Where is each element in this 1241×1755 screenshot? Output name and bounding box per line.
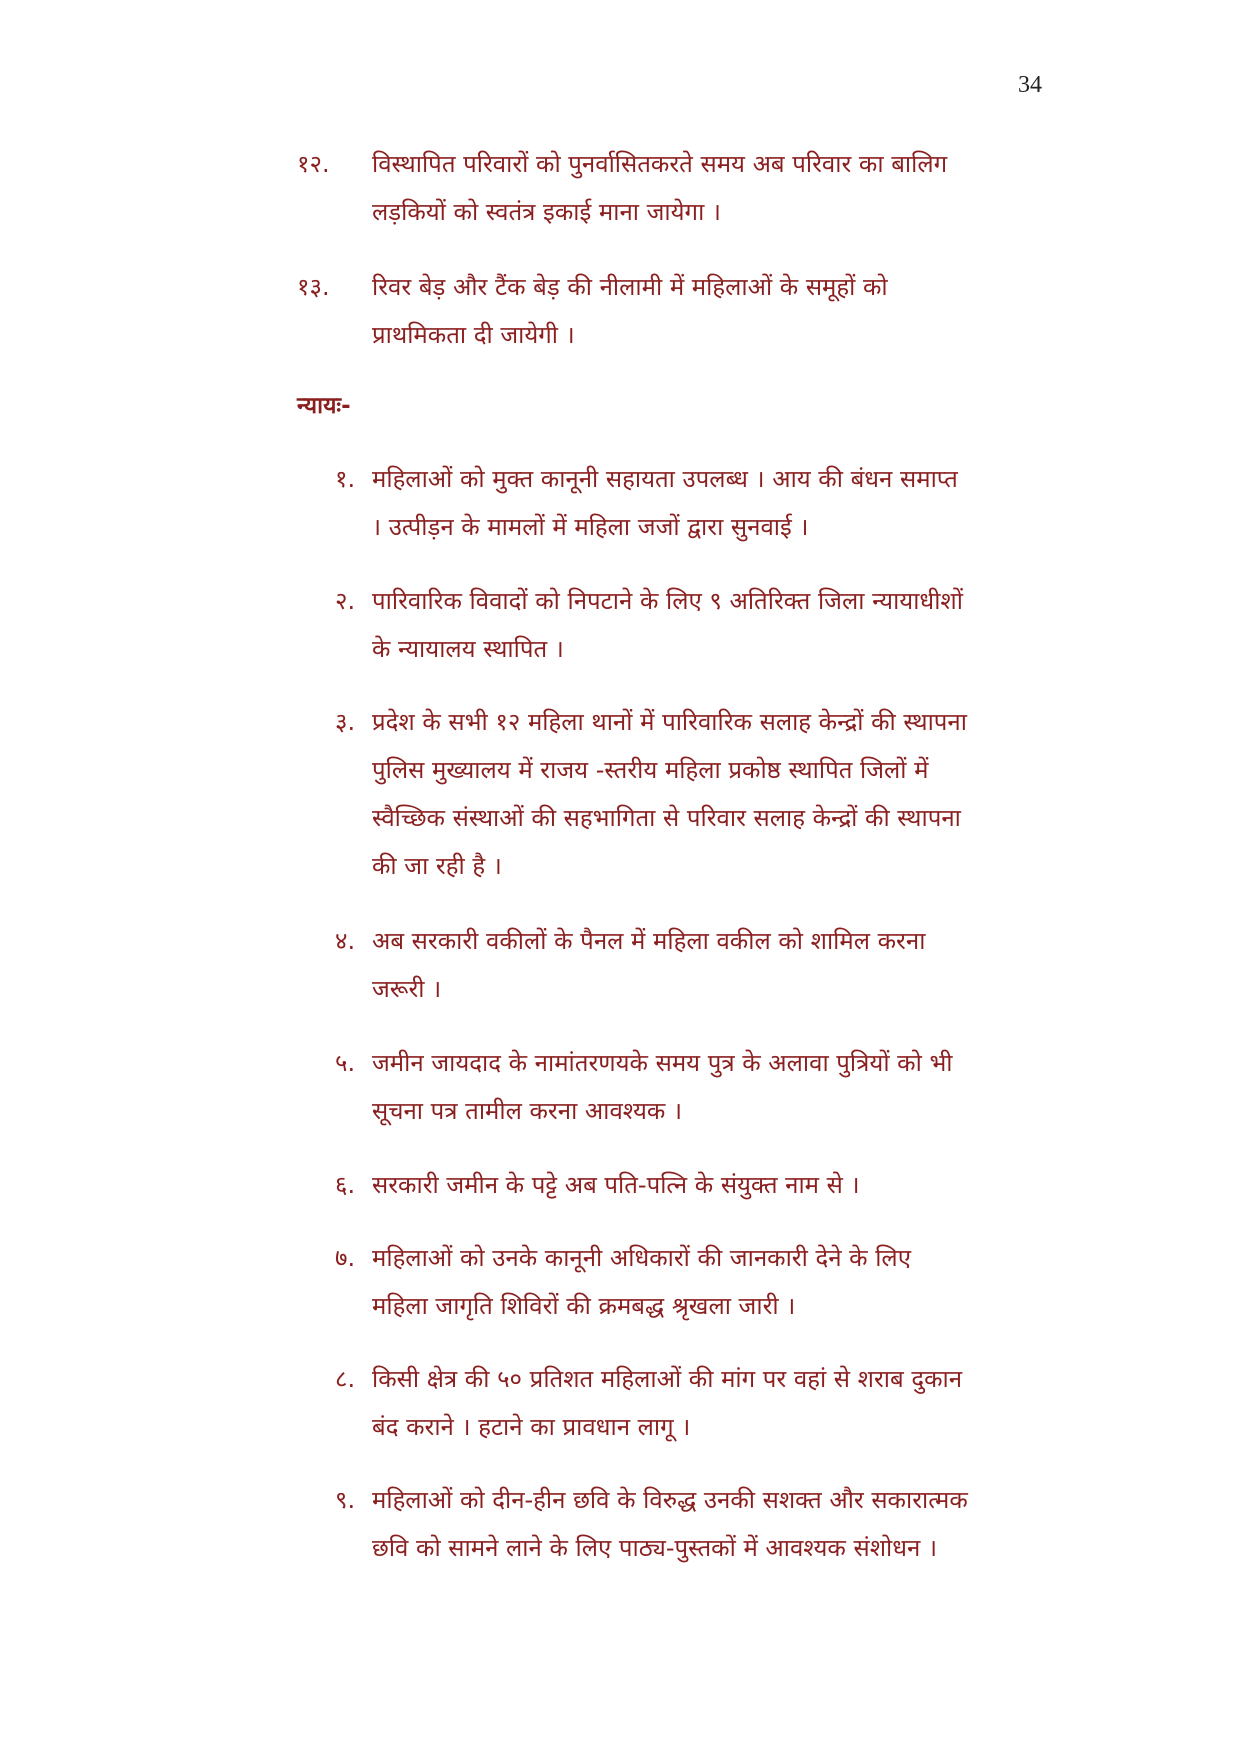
item-text [372,698,967,890]
list-item-12 [297,140,1057,236]
text-line: किसी क्षेत्र की ५० प्रतिशत महिलाओं की मांग पर वहां से शराब दुकान [372,1365,963,1393]
text-line: महिलाओं को मुक्त कानूनी सहायता उपलब्ध । आय की बंधन समाप्त [372,465,958,493]
item-text [372,1039,953,1135]
item-text [372,455,958,551]
item-text [372,1355,962,1451]
page-number: 34 [1018,72,1042,98]
item-number: ५. [335,1049,356,1077]
text-line: विस्थापित परिवारों को पुनर्वासितकरते समय अब परिवार का बालिग [372,150,948,178]
text-line: प्रदेश के सभी १२ महिला थानों में पारिवारिक सलाह केन्द्रों की स्थापना [372,708,967,736]
justice-item-2 [335,577,1075,673]
text-line: अब सरकारी वकीलों के पैनल में महिला वकील को शामिल करना [372,927,926,955]
section-heading-justice: न्यायः- [297,393,351,419]
text-line: महिला जागृति शिविरों की क्रमबद्ध श्रृखला जारी । [372,1292,796,1320]
text-line: जमीन जायदाद के नामांतरणयके समय पुत्र के अलावा पुत्रियों को भी [372,1049,953,1077]
text-line: पारिवारिक विवादों को निपटाने के लिए ९ अतिरिक्त जिला न्यायाधीशों [372,587,963,615]
text-line: बंद कराने । हटाने का प्रावधान लागू । [372,1413,691,1441]
text-line: महिलाओं को दीन-हीन छवि के विरुद्ध उनकी सशक्त और सकारात्मक [372,1486,968,1514]
item-text [372,263,888,359]
justice-item-7 [335,1234,1075,1330]
text-line: रिवर बेड़ और टैंक बेड़ की नीलामी में महिलाओं के समूहों को [372,273,888,301]
text-line: की जा रही है । [372,852,502,880]
text-line: प्राथमिकता दी जायेगी । [372,321,575,349]
item-number: ९. [335,1486,356,1514]
item-text [372,140,947,236]
item-number: ६. [335,1171,356,1199]
justice-item-5 [335,1039,1075,1135]
justice-item-9 [335,1476,1075,1572]
item-number: ८. [335,1365,356,1393]
text-line: महिलाओं को उनके कानूनी अधिकारों की जानकारी देने के लिए [372,1244,911,1272]
text-line: । उत्पीड़न के मामलों में महिला जजों द्वारा सुनवाई । [372,513,809,541]
justice-item-8 [335,1355,1075,1451]
text-line: सूचना पत्र तामील करना आवश्यक । [372,1097,683,1125]
text-line: स्वैच्छिक संस्थाओं की सहभागिता से परिवार सलाह केन्द्रों की स्थापना [372,804,961,832]
item-text [372,577,963,673]
text-line: के न्यायालय स्थापित । [372,635,564,663]
justice-item-1 [335,455,1075,551]
item-number: १३. [297,273,330,301]
item-text [372,1234,911,1330]
item-number: ४. [335,927,356,955]
item-text [372,917,925,1013]
justice-item-6 [335,1161,1075,1209]
item-text [372,1161,860,1209]
justice-item-3 [335,698,1075,890]
text-line: जरूरी । [372,975,442,1003]
justice-item-4 [335,917,1075,1013]
item-number: १२. [297,150,330,178]
text-line: लड़कियों को स्वतंत्र इकाई माना जायेगा । [372,198,722,226]
text-line: पुलिस मुख्यालय में राजय -स्तरीय महिला प्रकोष्ठ स्थापित जिलों में [372,756,929,784]
item-number: ७. [335,1244,356,1272]
text-line: सरकारी जमीन के पट्टे अब पति-पत्नि के संयुक्त नाम से । [372,1171,860,1199]
list-item-13 [297,263,1057,359]
item-number: १. [335,465,356,493]
item-number: ३. [335,708,356,736]
item-text [372,1476,968,1572]
text-line: छवि को सामने लाने के लिए पाठ्य-पुस्तकों में आवश्यक संशोधन । [372,1534,938,1562]
item-number: २. [335,587,356,615]
